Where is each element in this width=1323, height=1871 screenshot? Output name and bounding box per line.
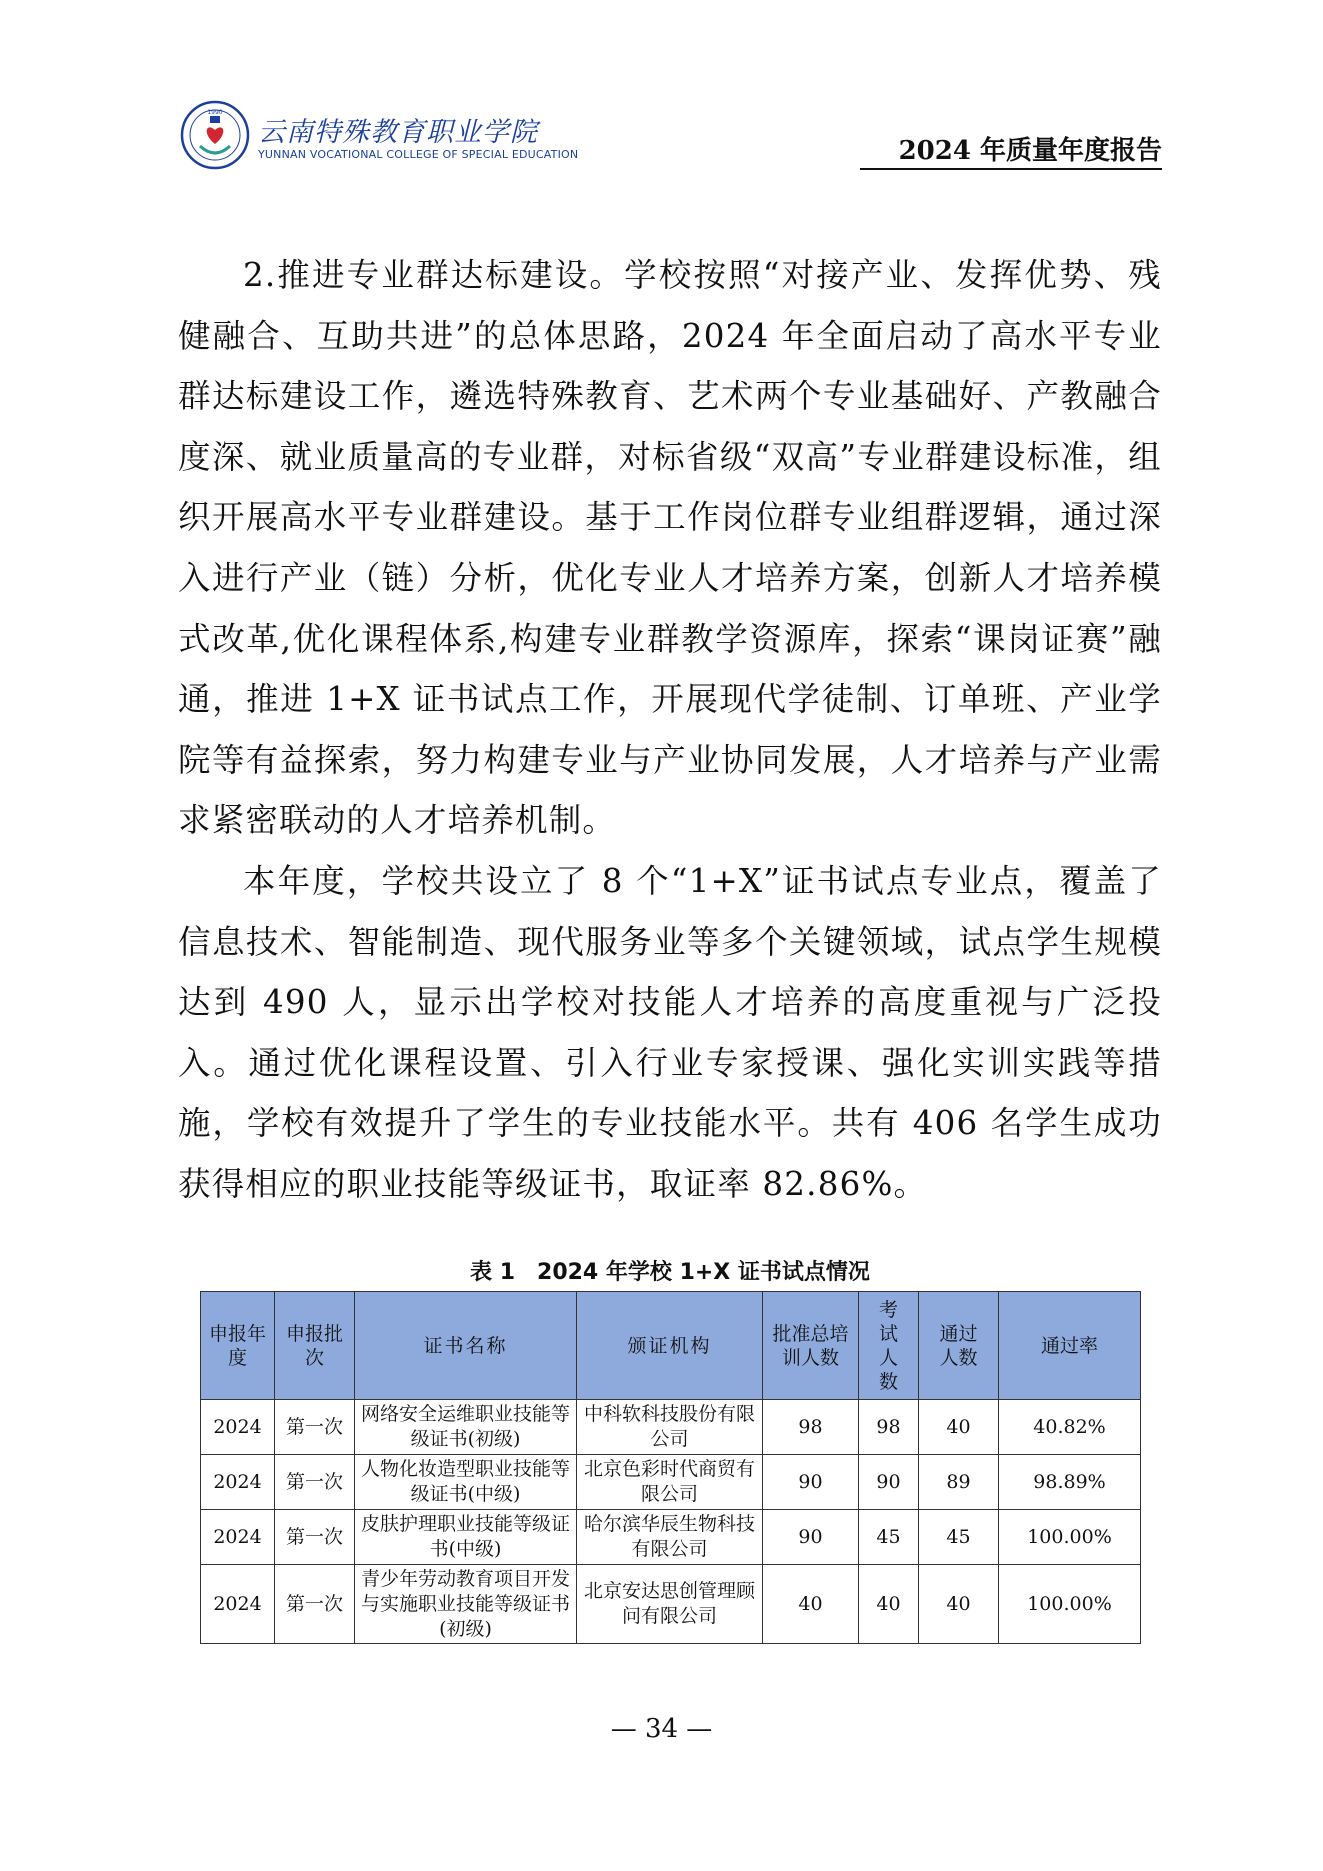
table-row (201, 1510, 1141, 1565)
body-text (178, 245, 1162, 1215)
table-row (201, 1400, 1141, 1455)
table-cell: 2024 (201, 1565, 275, 1644)
table-cell: 45 (919, 1510, 999, 1565)
table-cell: 100.00% (999, 1565, 1141, 1644)
paragraph-2: 本年度，学校共设立了 8 个“1+X”证书试点专业点，覆盖了信息技术、智能制造、现代服务业等多个关键领域，试点学生规模达到 490 人，显示出学校对技能人才培养的高度重视与广泛投入。通过优化课程设置、引入行业专家授课、强化实训实践等措施，学校有效提升了学生的专业技能水平。共有 406 名学生成功获得相应的职业技能等级证书，取证率 82.86%。 (178, 861, 1162, 1203)
table-cell: 北京色彩时代商贸有限公司 (577, 1455, 763, 1510)
logo-year: 1990 (207, 109, 223, 116)
header-cell: 通过人数 (919, 1292, 999, 1400)
table-cell: 2024 (201, 1510, 275, 1565)
table-cell: 青少年劳动教育项目开发与实施职业技能等级证书(初级) (355, 1565, 577, 1644)
table-cell: 第一次 (275, 1565, 355, 1644)
table-cell: 45 (859, 1510, 919, 1565)
table-cell: 90 (859, 1455, 919, 1510)
table-cell: 人物化妆造型职业技能等级证书(中级) (355, 1455, 577, 1510)
table-cell: 第一次 (275, 1510, 355, 1565)
college-logo-icon (180, 100, 250, 170)
table-cell: 皮肤护理职业技能等级证书(中级) (355, 1510, 577, 1565)
college-name-cn: 云南特殊教育职业学院 (258, 117, 538, 148)
table-cell: 98 (763, 1400, 859, 1455)
header-cell: 申报年度 (201, 1292, 275, 1400)
header-cell: 批准总培训人数 (763, 1292, 859, 1400)
table-cell: 100.00% (999, 1510, 1141, 1565)
table-cell: 北京安达思创管理顾问有限公司 (577, 1565, 763, 1644)
table-cell: 第一次 (275, 1400, 355, 1455)
table-cell: 哈尔滨华辰生物科技有限公司 (577, 1510, 763, 1565)
table-cell: 40 (859, 1565, 919, 1644)
paragraph-1: 2.推进专业群达标建设。学校按照“对接产业、发挥优势、残健融合、互助共进”的总体思路，2024 年全面启动了高水平专业群达标建设工作，遴选特殊教育、艺术两个专业基础好、产教融合度深、就业质量高的专业群，对标省级“双高”专业群建设标准，组织开展高水平专业群建设。基于工作岗位群专业组群逻辑，通过深入进行产业（链）分析，优化专业人才培养方案，创新人才培养模式改革,优化课程体系,构建专业群教学资源库，探索“课岗证赛”融通，推进 1+X 证书试点工作，开展现代学徒制、订单班、产业学院等有益探索，努力构建专业与产业协同发展，人才培养与产业需求紧密联动的人才培养机制。 (178, 256, 1162, 840)
header-cell: 证书名称 (355, 1292, 577, 1400)
header-cell: 颁证机构 (577, 1292, 763, 1400)
page-header (180, 100, 1162, 172)
table-cell: 40 (919, 1400, 999, 1455)
table-cell: 98.89% (999, 1455, 1141, 1510)
table-cell: 40.82% (999, 1400, 1141, 1455)
table-cell: 90 (763, 1455, 859, 1510)
header-cell: 申报批次 (275, 1292, 355, 1400)
table-cell: 40 (919, 1565, 999, 1644)
header-cell: 通过率 (999, 1292, 1141, 1400)
header-cell: 考试人数 (859, 1292, 919, 1400)
table-row (201, 1455, 1141, 1510)
table-cell: 中科软科技股份有限公司 (577, 1400, 763, 1455)
table-cell: 40 (763, 1565, 859, 1644)
report-title: 2024 年质量年度报告 (898, 136, 1162, 166)
college-name-en: YUNNAN VOCATIONAL COLLEGE OF SPECIAL EDUCATION (258, 148, 579, 161)
table-cell: 第一次 (275, 1455, 355, 1510)
table-cell: 2024 (201, 1400, 275, 1455)
table-cell: 网络安全运维职业技能等级证书(初级) (355, 1400, 577, 1455)
table-cell: 89 (919, 1455, 999, 1510)
table-cell: 2024 (201, 1455, 275, 1510)
certificate-table (200, 1291, 1141, 1644)
table-row (201, 1565, 1141, 1644)
table-cell: 90 (763, 1510, 859, 1565)
page-number: — 34 — (610, 1714, 713, 1744)
table-header-row (201, 1292, 1141, 1400)
table-caption: 表 1 2024 年学校 1+X 证书试点情况 (470, 1260, 870, 1285)
header-divider (860, 168, 1162, 170)
table-cell: 98 (859, 1400, 919, 1455)
